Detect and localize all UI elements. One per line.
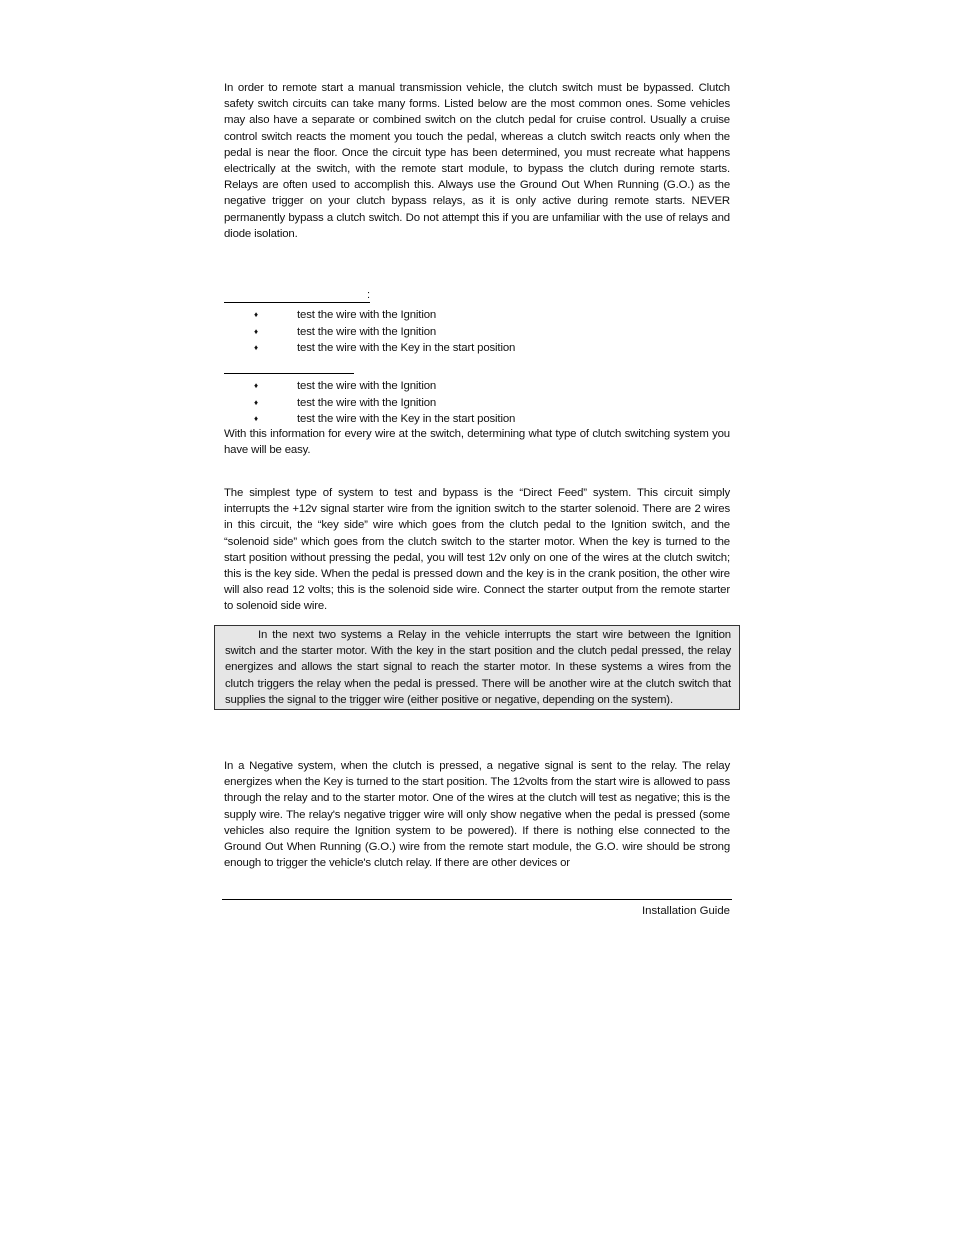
bullet-icon: ♦	[254, 326, 258, 336]
direct-feed-paragraph: The simplest type of system to test and bypass is the “Direct Feed” system. This circuit simply interrupts the +12v signal starter wire from the ignition switch to the starter solenoid. There are 2 wires in this circuit, the “key side” wire which goes from the clutch pedal to the Ignition switch, and the “solenoid side” which goes from the clutch switch to the starter motor. When the key is turned to the start position without pressing the pedal, you will test 12v only on one of the wires at the clutch switch; this is the key side. When the pedal is pressed down and the key is in the crank position, the other wire will also read 12 volts; this is the solenoid side wire. Connect the starter output from the remote starter to solenoid side wire.	[224, 487, 730, 613]
heading-colon: :	[367, 289, 371, 301]
list-item: ♦ test the wire with the Key in the start position	[224, 411, 730, 428]
list-item: ♦ test the wire with the Ignition	[224, 307, 730, 324]
summary-paragraph: With this information for every wire at the switch, determining what type of clutch switching system you have will be easy.	[224, 428, 730, 457]
bullet-icon: ♦	[254, 414, 258, 423]
test-list-2	[224, 378, 730, 428]
bullet-icon: ♦	[254, 397, 258, 407]
list-item: ♦ test the wire with the Ignition	[224, 378, 730, 395]
relay-note-box	[214, 625, 740, 710]
heading-underline	[224, 302, 370, 303]
list-item: ♦ test the wire with the Ignition	[224, 324, 730, 341]
relay-note-text: In the next two systems a Relay in the vehicle interrupts the start wire between the Ignition switch and the starter motor. With the key in the start position and the clutch pedal pressed, the relay energizes and allows the start signal to reach the starter motor. In these systems a wires from the clutch triggers the relay when the pedal is pressed. There will be another wire at the clutch switch that supplies the signal to the trigger wire (either positive or negative, depending on the system).	[225, 629, 731, 706]
footer-label: Installation Guide	[641, 905, 730, 917]
footer-rule	[222, 899, 732, 900]
intro-paragraph: In order to remote start a manual transmission vehicle, the clutch switch must be bypassed. Clutch safety switch circuits can take many forms. Listed below are the most common ones. Some vehicles may also have a separate or combined switch on the clutch pedal for cruise control. Usually a cruise control switch reacts the moment you touch the pedal, whereas a clutch switch reacts only when the pedal is near the floor. Once the circuit type has been determined, you must recreate what happens electrically at the switch, with the remote start module, to bypass the clutch during remote starts. Relays are often used to accomplish this. Always use the Ground Out When Running (G.O.) as the negative trigger on your clutch bypass relays, as it is only active during remote starts. NEVER permanently bypass a clutch switch. Do not attempt this if you are unfamiliar with the use of relays and diode isolation.	[224, 82, 730, 240]
bullet-icon: ♦	[254, 310, 258, 319]
heading-underline	[224, 373, 354, 374]
bullet-icon: ♦	[254, 343, 258, 352]
bullet-icon: ♦	[254, 381, 258, 390]
list-item: ♦ test the wire with the Key in the start position	[224, 340, 730, 357]
negative-system-paragraph: In a Negative system, when the clutch is pressed, a negative signal is sent to the relay. The relay energizes when the Key is turned to the start position. The 12volts from the start wire is allowed to pass through the relay and to the starter motor. One of the wires at the clutch will test as negative; this is the supply wire. The relay's negative trigger wire will only show negative when the pedal is pressed (some vehicles also require the Ignition system to be powered). If there is nothing else connected to the Ground Out When Running (G.O.) wire from the remote start module, the G.O. wire should be strong enough to trigger the vehicle's clutch relay. If there are other devices or	[224, 760, 730, 870]
list-item: ♦ test the wire with the Ignition	[224, 395, 730, 412]
test-list-1	[224, 307, 730, 357]
